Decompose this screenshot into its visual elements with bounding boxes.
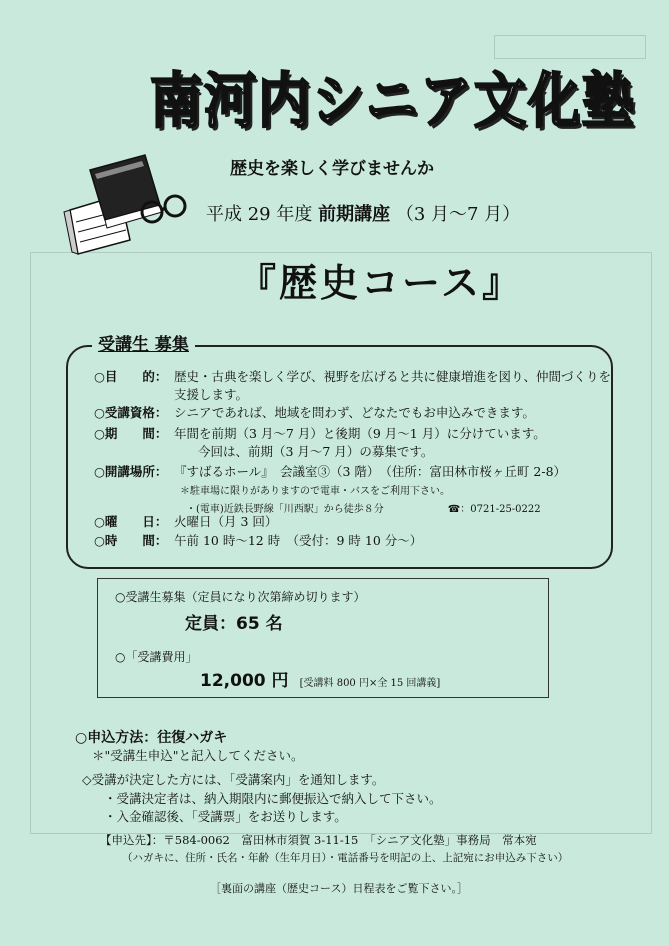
- access-note: ・(電車)近鉄長野線「川西駅」から徒歩８分: [186, 504, 384, 515]
- row-text: 『すばるホール』 会議室③（3 階） （住所：富田林市桜ヶ丘町 2-8）: [174, 464, 567, 479]
- term-year: 平成 29 年度: [206, 204, 313, 225]
- row-purpose: [94, 368, 611, 404]
- phone-number: ☎：0721-25-0222: [447, 504, 541, 515]
- row-venue: [94, 463, 566, 517]
- fee-value: 12,000 円: [200, 671, 289, 691]
- term-name: 前期講座: [318, 204, 391, 225]
- subtitle: 歴史を楽しく学びませんか: [230, 159, 434, 179]
- term-line: [206, 200, 520, 226]
- apply-bullet-ticket: ・入金確認後、「受講票」をお送りします。: [104, 809, 347, 824]
- row-eligibility: [94, 404, 535, 422]
- row-text: 今回は、前期（3 月～7 月）の募集です。: [198, 444, 434, 459]
- apply-bullet-payment: ・受講決定者は、納入期限内に郵便振込で納入して下さい。: [104, 791, 442, 806]
- row-label: ○期 間：: [94, 426, 168, 441]
- fee-detail: [受講料 800 円×全 15 回講義]: [299, 678, 441, 689]
- row-text: 年間を前期（3 月～7 月）と後期（9 月～1 月）に分けています。: [174, 426, 546, 441]
- course-title: 『歴史コース』: [238, 261, 524, 305]
- capacity-value: 定員：65 名: [185, 614, 283, 634]
- row-text: 歴史・古典を楽しく学び、視野を広げると共に健康増進を図り、仲間づくりを: [174, 369, 612, 384]
- recruit-heading: 受講生 募集: [92, 330, 195, 355]
- row-label: ○時 間：: [94, 533, 168, 548]
- row-text: シニアであれば、地域を問わず、どなたでもお申込みできます。: [174, 405, 535, 420]
- apply-address-note: （ハガキに、住所・氏名・年齢（生年月日）・電話番号を明記の上、上記宛にお申込み下さい）: [122, 852, 569, 864]
- row-day: [94, 513, 277, 531]
- row-text: 支援します。: [174, 387, 249, 402]
- book-glasses-illustration: [60, 150, 190, 255]
- parking-note: ＊駐車場に限りがありますので電車・バスをご利用下さい。: [180, 486, 450, 497]
- apply-method: ○申込方法：往復ハガキ: [75, 730, 228, 746]
- row-label: ○受講資格：: [94, 405, 168, 420]
- capacity-label: ○受講生募集（定員になり次第締め切ります）: [115, 590, 366, 604]
- row-period: [94, 425, 546, 461]
- page-title: 南河内シニア文化塾: [150, 67, 637, 137]
- fee-label: ○「受講費用」: [115, 650, 198, 664]
- row-text: 午前 10 時～12 時 （受付：9 時 10 分～）: [174, 533, 423, 548]
- row-time: [94, 532, 422, 550]
- row-text: 火曜日（月 3 回）: [174, 514, 278, 529]
- row-label: ○目 的：: [94, 369, 168, 384]
- term-months: （3 月～7 月）: [395, 204, 521, 225]
- apply-decision: ◇受講が決定した方には、「受講案内」を通知します。: [82, 772, 385, 787]
- apply-address: 【申込先】：〒584-0062 富田林市須賀 3-11-15 「シニア文化塾」事務局 常本宛: [100, 833, 537, 847]
- row-label: ○開講場所：: [94, 464, 168, 479]
- apply-note: ＊"受講生申込"と記入してください。: [92, 748, 304, 763]
- row-label: ○曜 日：: [94, 514, 168, 529]
- fee-line: [200, 666, 440, 691]
- footer-note: ［裏面の講座（歴史コース）日程表をご覧下さい。］: [210, 882, 468, 895]
